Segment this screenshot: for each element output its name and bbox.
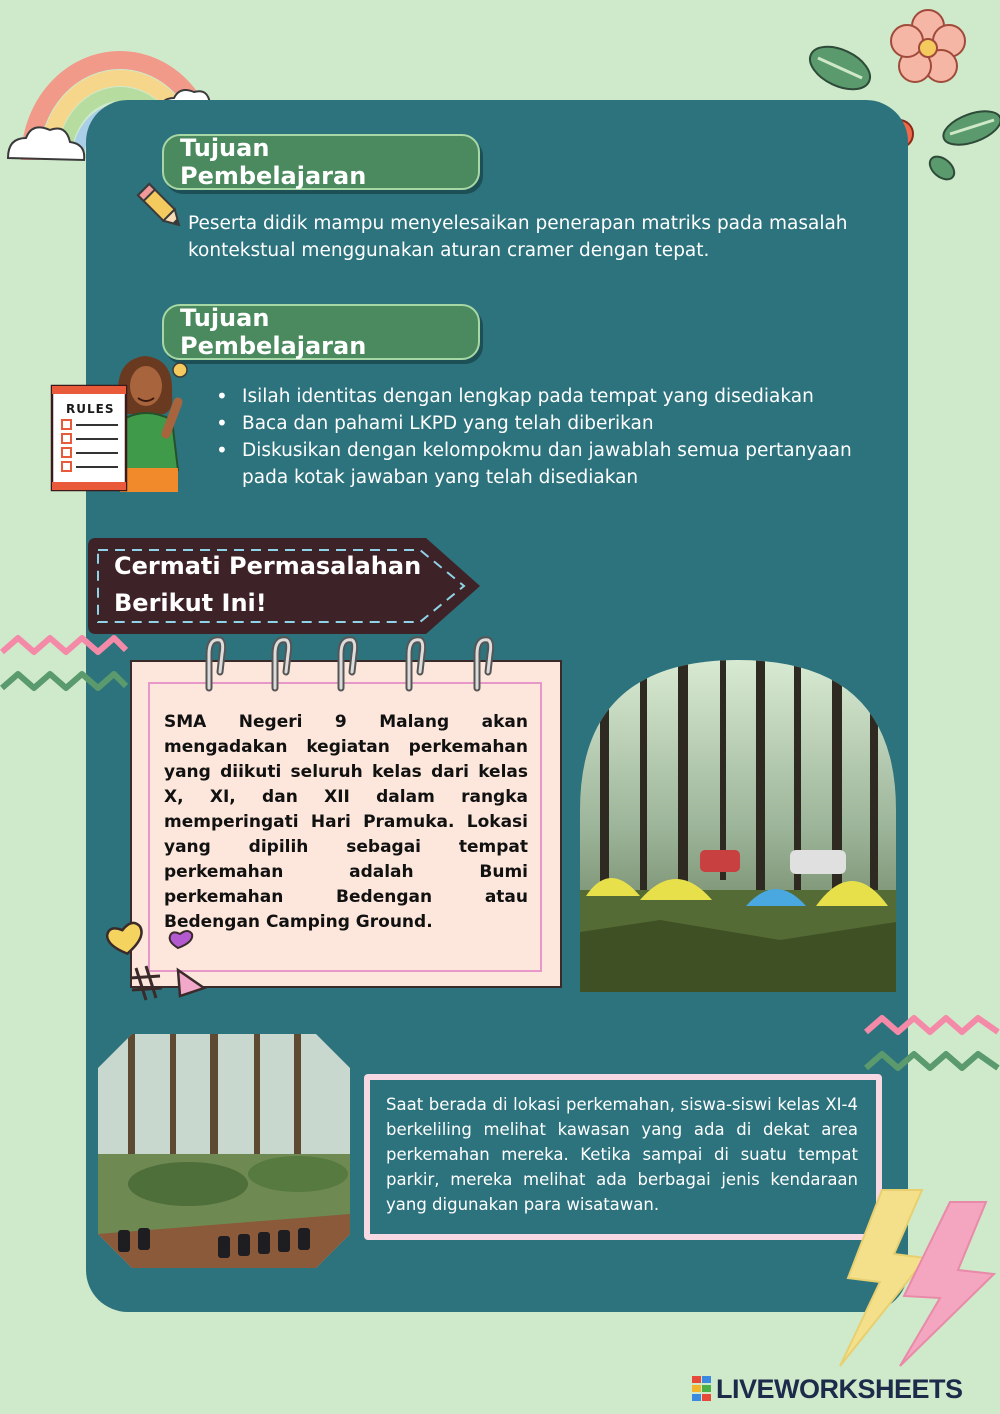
zigzag-decoration-right — [864, 1012, 1000, 1082]
zigzag-decoration-left — [0, 632, 128, 702]
list-item: • Baca dan pahami LKPD yang telah diberikan — [210, 410, 880, 437]
ring-binder-icon — [258, 632, 292, 696]
learning-goal-header — [162, 134, 480, 190]
banner-line-2: Berikut Ini! — [114, 589, 267, 617]
problem-banner-title — [114, 548, 421, 622]
list-item: • Isilah identitas dengan lengkap pada tempat yang disediakan — [210, 383, 880, 410]
banner-line-1: Cermati Permasalahan — [114, 552, 422, 580]
camping-photo — [580, 660, 896, 992]
parking-photo — [98, 1034, 350, 1268]
learning-goal-text: Peserta didik mampu menyelesaikan penerapan matriks pada masalah kontekstual menggunakan aturan cramer dengan tepat. — [188, 213, 848, 261]
problem-text: SMA Negeri 9 Malang akan mengadakan kegiatan perkemahan yang diikuti seluruh kelas dari kelas X, XI, dan XII dalam rangka memperingati Hari Pramuka. Lokasi yang dipilih sebagai tempat perkemahan adalah Bumi perkemahan Bedengan atau Bedengan Camping Ground. — [164, 712, 528, 932]
liveworksheets-logo-icon — [692, 1376, 712, 1402]
lightning-decoration — [800, 1186, 1000, 1370]
instructions-list — [210, 383, 880, 491]
instructions-title: Tujuan Pembelajaran — [180, 304, 367, 360]
liveworksheets-brand — [692, 1374, 963, 1404]
ring-binder-icon — [324, 632, 358, 696]
pencil-icon — [136, 180, 188, 236]
ring-binder-icon — [460, 632, 494, 696]
brand-name: LIVEWORKSHEETS — [716, 1373, 963, 1404]
instructions-header — [162, 304, 480, 360]
list-item: • Diskusikan dengan kelompokmu dan jawablah semua pertanyaan pada kotak jawaban yang telah disediakan — [210, 437, 880, 491]
hearts-doodle — [96, 918, 212, 1008]
story-text: Saat berada di lokasi perkemahan, siswa-siswi kelas XI-4 berkeliling melihat kawasan yang ada di dekat area perkemahan mereka. Ketika sampai di suatu tempat parkir, mereka melihat ada berbagai jenis kendaraan yang digunakan para wisatawan. — [386, 1095, 858, 1214]
rules-board-illustration — [48, 340, 198, 496]
ring-binder-icon — [392, 632, 426, 696]
learning-goal-title: Tujuan Pembelajaran — [180, 134, 367, 190]
ring-binder-icon — [192, 632, 226, 696]
rules-label: RULES — [66, 402, 115, 416]
